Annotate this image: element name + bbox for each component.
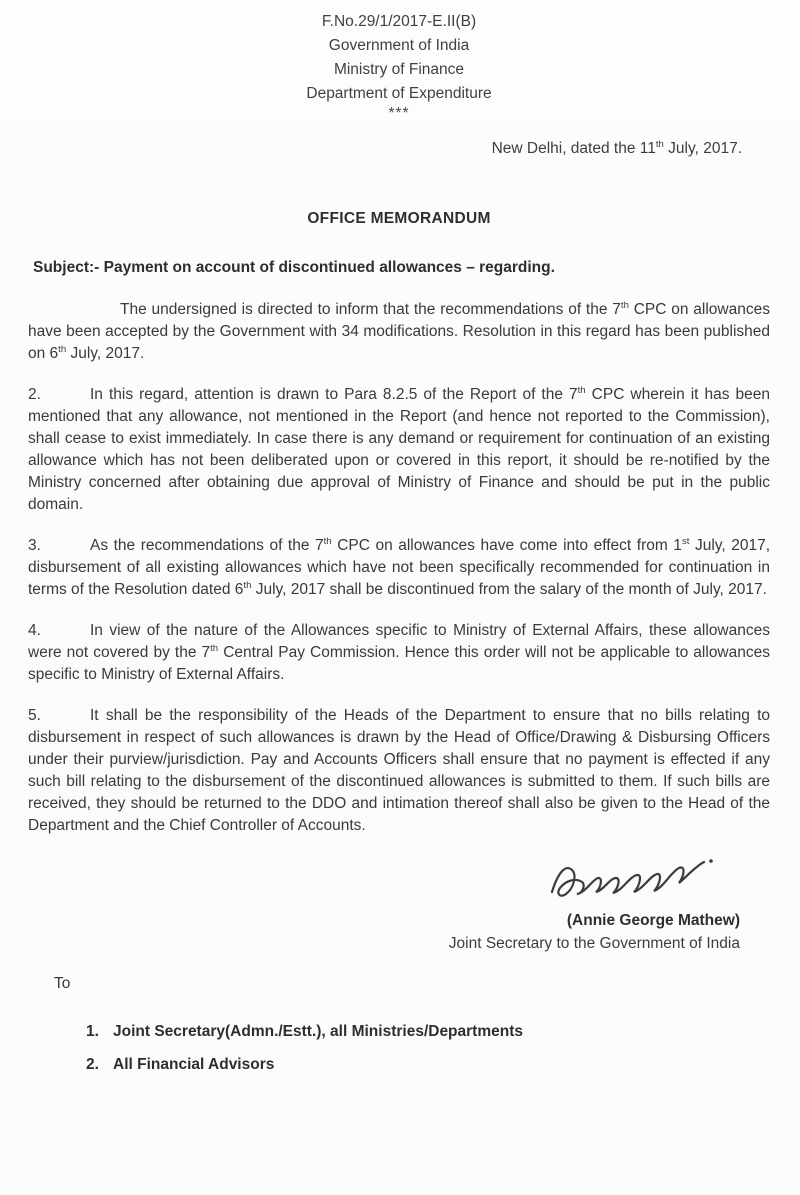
paragraph-text: In view of the nature of the Allowances specific to Ministry of External Affairs, these allowances were not covered by the 7th Central Pay Commission. Hence this order will not be applicable to allowances specific to Ministry of External Affairs. <box>28 622 770 683</box>
paragraph-1 <box>28 299 770 365</box>
paragraph-number: 4. <box>28 622 41 639</box>
signature-block <box>28 856 770 955</box>
paragraph-2 <box>28 384 770 516</box>
recipient-2 <box>28 1054 770 1076</box>
paragraph-4 <box>28 620 770 686</box>
recipient-1 <box>28 1021 770 1043</box>
subject-line: Subject:- Payment on account of discontinued allowances – regarding. <box>33 259 555 276</box>
paragraph-text: The undersigned is directed to inform that the recommendations of the 7th CPC on allowances have been accepted by the Government with 34 modifications. Resolution in this regard has been published on 6th July, 2017. <box>28 299 770 362</box>
body-paragraphs <box>28 299 770 837</box>
recipient-list <box>28 1021 770 1076</box>
signature-image <box>546 856 716 909</box>
signatory-title: Joint Secretary to the Government of India <box>448 935 740 952</box>
paragraph-3 <box>28 535 770 601</box>
letterhead <box>28 10 770 106</box>
recipient-text: All Financial Advisors <box>113 1056 275 1073</box>
recipient-text: Joint Secretary(Admn./Estt.), all Ministries/Departments <box>113 1023 523 1040</box>
paragraph-text: In this regard, attention is drawn to Para 8.2.5 of the Report of the 7th CPC wherein it has been mentioned that any allowance, not mentioned in the Report (and hence not reported to the Commission), shall cease to exist immediately. In case there is any demand or requirement for continuation of an existing allowance which has not been deliberated upon or covered in this report, it should be re-notified by the Ministry concerned after obtaining due approval of Ministry of Finance and should be put in the public domain. <box>28 384 770 513</box>
org-line-ministry: Ministry of Finance <box>333 61 465 78</box>
recipient-number: 2. <box>86 1056 99 1073</box>
paragraph-number: 2. <box>28 386 41 403</box>
asterisk-separator: *** <box>388 105 410 122</box>
paragraph-text: As the recommendations of the 7th CPC on allowances have come into effect from 1st July, 2017, disbursement of all existing allowances which have not been specifically recommended for continuation in terms of the Resolution dated 6th July, 2017 shall be discontinued from the salary of the month of July, 2017. <box>28 535 770 598</box>
org-line-government: Government of India <box>328 37 470 54</box>
to-label: To <box>54 975 71 992</box>
file-number: F.No.29/1/2017-E.II(B) <box>321 13 477 30</box>
org-line-department: Department of Expenditure <box>306 85 492 102</box>
dateline: New Delhi, dated the 11th July, 2017. <box>491 138 742 157</box>
paragraph-number: 3. <box>28 537 41 554</box>
paragraph-number: 5. <box>28 707 41 724</box>
paragraph-5 <box>28 705 770 837</box>
paragraph-text: It shall be the responsibility of the Heads of the Department to ensure that no bills relating to disbursement in respect of such allowances is drawn by the Head of Office/Drawing & Disbursing Officers under their purview/jurisdiction. Pay and Accounts Officers shall ensure that no payment is effected if any such bill relating to the disbursement of the discontinued allowances is submitted to them. If such bills are received, they should be returned to the DDO and intimation thereof shall also be given to the Head of the Department and the Chief Controller of Accounts. <box>28 707 770 834</box>
recipient-number: 1. <box>86 1023 99 1040</box>
memo-heading: OFFICE MEMORANDUM <box>307 210 491 227</box>
signatory-name: (Annie George Mathew) <box>566 912 740 929</box>
